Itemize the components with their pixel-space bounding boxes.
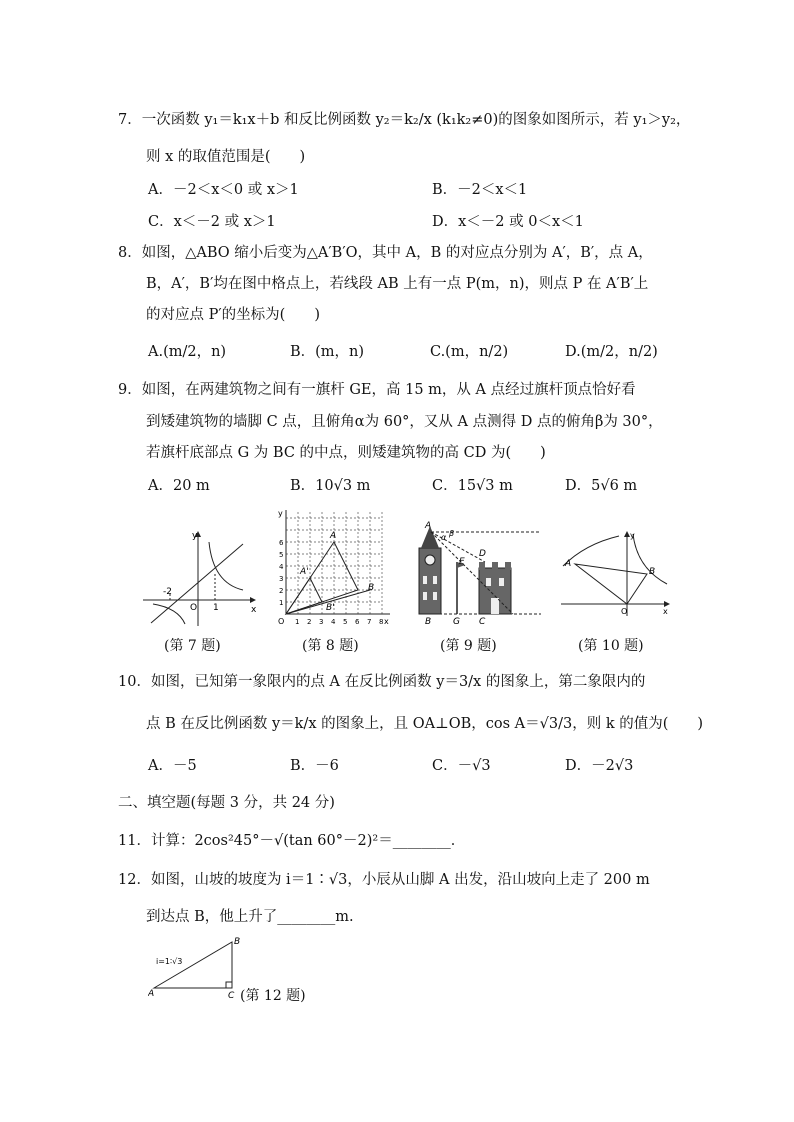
fig8-ytick-5: 5 xyxy=(279,551,284,559)
fig10-label-b: A xyxy=(565,559,572,569)
q7-option-b: B．－2＜x＜1 xyxy=(432,182,528,198)
fig12-label-b: B xyxy=(234,937,241,947)
q12-line2: 到达点 B，他上升了________m. xyxy=(146,909,354,925)
figure-9 xyxy=(413,518,543,624)
q8-option-d: D.(m/2，n/2) xyxy=(565,344,658,360)
q7-line1: 7．一次函数 y₁＝k₁x＋b 和反比例函数 y₂＝k₂/x (k₁k₂≠0)的图象如图所示，若 y₁＞y₂， xyxy=(118,112,691,128)
fig8-label-x: x xyxy=(384,617,389,626)
figure-10 xyxy=(555,528,675,618)
fig9-label-beta: β xyxy=(449,529,455,538)
fig9-label-g: G xyxy=(453,617,460,624)
q11: 11．计算：2cos²45°－√(tan 60°－2)²＝________． xyxy=(118,833,466,849)
fig8-label-o: O xyxy=(278,617,285,626)
caption-fig9: (第 9 题) xyxy=(440,638,497,654)
q10-option-c: C．－√3 xyxy=(432,758,491,774)
fig9-label-c: C xyxy=(479,617,486,624)
fig8-ytick-2: 2 xyxy=(279,587,284,595)
fig7-label-y: y xyxy=(192,531,198,541)
q9-option-b: B．10√3 m xyxy=(290,478,371,494)
fig7-label-neg2: -2 xyxy=(163,587,172,597)
caption-fig10: (第 10 题) xyxy=(578,638,644,654)
fig8-label-b2: B' xyxy=(326,603,335,613)
fig10-label-x: x xyxy=(663,607,668,616)
q7-option-d: D．x＜－2 或 0＜x＜1 xyxy=(432,214,584,230)
fig9-label-d: D xyxy=(479,549,486,559)
fig10-label-o: O xyxy=(621,607,628,616)
fig10-hyperbola-q2 xyxy=(563,536,619,566)
q9-line2: 到矮建筑物的墙脚 C 点，且俯角α为 60°，又从 A 点测得 D 点的俯角β为 30°， xyxy=(146,414,663,430)
fig12-right-angle xyxy=(226,982,232,988)
q9-option-c: C．15√3 m xyxy=(432,478,513,494)
fig8-tick-3: 3 xyxy=(319,618,324,626)
fig12-label-a: A xyxy=(148,989,155,999)
fig10-label-a: B xyxy=(649,567,656,577)
fig8-grid xyxy=(286,512,382,614)
q8-line2: B，A′，B′均在图中格点上，若线段 AB 上有一点 P(m，n)，则点 P 在 A′B′上 xyxy=(146,276,649,292)
q9-option-a: A．20 m xyxy=(148,478,210,494)
fig12-slope-label: i=1∶√3 xyxy=(156,957,183,966)
q7-option-a: A．－2＜x＜0 或 x＞1 xyxy=(148,182,299,198)
fig8-tick-1: 1 xyxy=(295,618,300,626)
q9-option-d: D．5√6 m xyxy=(565,478,638,494)
q8-option-b: B．(m，n) xyxy=(290,344,365,360)
fig8-tick-8: 8 xyxy=(379,618,384,626)
figure-7 xyxy=(143,528,263,628)
fig8-ytick-1: 1 xyxy=(279,599,284,607)
fig10-label-y: y xyxy=(630,531,635,540)
fig7-label-x: x xyxy=(251,605,257,615)
fig9-label-e: E xyxy=(459,557,465,567)
q10-option-d: D．－2√3 xyxy=(565,758,634,774)
fig9-tall-building xyxy=(419,526,441,614)
caption-fig12: (第 12 题) xyxy=(240,988,306,1004)
fig8-label-b: B xyxy=(368,583,375,593)
fig7-label-1: 1 xyxy=(213,603,219,613)
fig8-tick-7: 7 xyxy=(367,618,372,626)
fig9-short-building xyxy=(479,562,511,614)
caption-fig8: (第 8 题) xyxy=(302,638,359,654)
q10-line1: 10．如图，已知第一象限内的点 A 在反比例函数 y＝3/x 的图象上，第二象限内的 xyxy=(118,674,646,690)
fig7-hyperbola-q1 xyxy=(209,542,243,590)
fig8-label-a: A xyxy=(330,531,337,541)
q9-line1: 9．如图，在两建筑物之间有一旗杆 GE，高 15 m，从 A 点经过旗杆顶点恰好看 xyxy=(118,382,636,398)
figure-12 xyxy=(148,934,248,1000)
q8-line1: 8．如图，△ABO 缩小后变为△A′B′O，其中 A，B 的对应点分别为 A′，B′，点 A， xyxy=(118,245,653,261)
fig10-triangle-oab xyxy=(575,564,647,604)
fig8-tick-4: 4 xyxy=(331,618,336,626)
fig8-label-a2: A' xyxy=(300,567,309,577)
fig9-label-a: A xyxy=(425,521,432,531)
fig8-label-y: y xyxy=(278,509,283,518)
q10-option-b: B．－6 xyxy=(290,758,339,774)
fig7-label-o: O xyxy=(190,603,198,613)
q12-line1: 12．如图，山坡的坡度为 i＝1∶√3，小辰从山脚 A 出发，沿山坡向上走了 200 m xyxy=(118,872,650,888)
fig9-label-b: B xyxy=(425,617,432,624)
figure-8 xyxy=(272,508,392,626)
q8-option-a: A.(m/2，n) xyxy=(148,344,227,360)
q8-option-c: C.(m，n/2) xyxy=(430,344,509,360)
caption-fig7: (第 7 题) xyxy=(164,638,221,654)
fig9-label-alpha: α xyxy=(441,533,447,542)
fig8-tick-2: 2 xyxy=(307,618,312,626)
section-title-fill-in: 二、填空题(每题 3 分，共 24 分) xyxy=(118,795,335,811)
q7-option-c: C．x＜－2 或 x＞1 xyxy=(148,214,276,230)
q7-line2: 则 x 的取值范围是( ) xyxy=(146,149,306,165)
fig8-ytick-6: 6 xyxy=(279,539,284,547)
q8-line3: 的对应点 P′的坐标为( ) xyxy=(146,307,320,323)
q10-line2: 点 B 在反比例函数 y＝k/x 的图象上，且 OA⊥OB，cos A＝√3/3，则 k 的值为( ) xyxy=(146,716,704,732)
fig12-label-c: C xyxy=(228,991,235,1000)
fig8-tick-5: 5 xyxy=(343,618,348,626)
q9-line3: 若旗杆底部点 G 为 BC 的中点，则矮建筑物的高 CD 为( ) xyxy=(146,445,546,461)
fig8-tick-6: 6 xyxy=(355,618,360,626)
q10-option-a: A．－5 xyxy=(148,758,197,774)
fig8-ytick-3: 3 xyxy=(279,575,284,583)
fig8-ytick-4: 4 xyxy=(279,563,284,571)
